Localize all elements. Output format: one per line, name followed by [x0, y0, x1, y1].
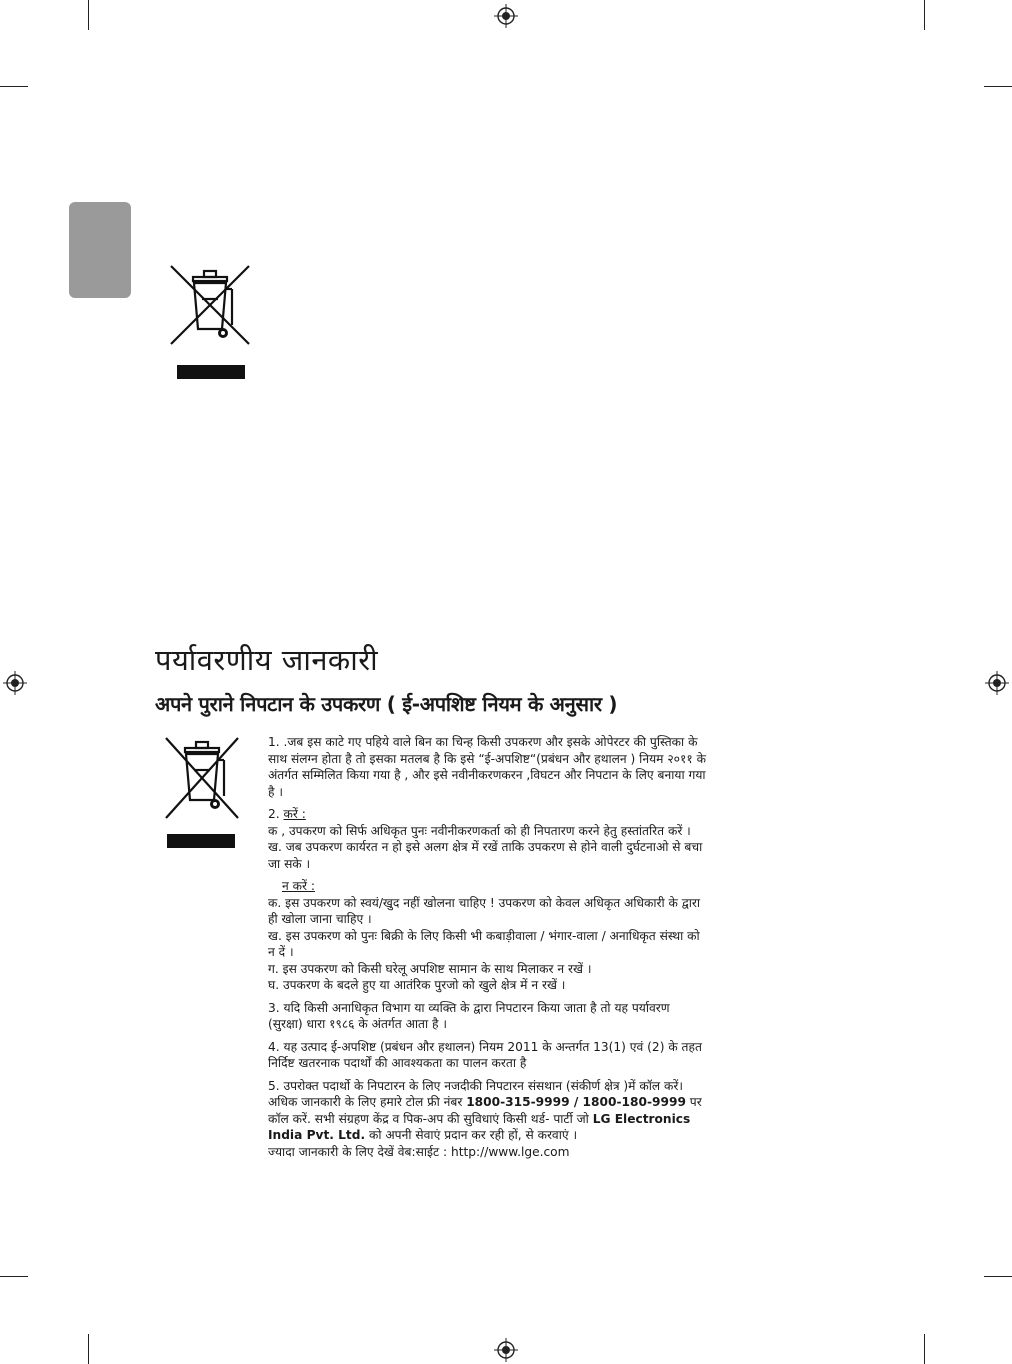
crop-mark	[924, 0, 925, 30]
paragraph-5-text: पर कॉल करें. सभी संग्रहण केंद्र व पिक-अप की सुविधाएं किसी थर्ड- पार्टी जो	[268, 1095, 702, 1126]
registration-mark-icon	[3, 671, 27, 695]
page-title: पर्यावरणीय जानकारी	[155, 643, 379, 677]
do-heading	[268, 806, 706, 823]
registration-mark-icon	[494, 4, 518, 28]
section-title: अपने पुराने निपटान के उपकरण ( ई-अपशिष्ट नियम के अनुसार )	[155, 692, 618, 716]
crop-mark	[984, 1276, 1012, 1277]
paragraph-1: 1. .जब इस काटे गए पहिये वाले बिन का चिन्ह किसी उपकरण और इसके ओपेरटर की पुस्तिका के साथ संलग्न होता है तो इसका मतलब है कि इसे “ई-अपशिष्ट“(प्रबंधन और हथालन ) नियम २०११ के अंतर्गत सम्मिलित किया गया है , और इसे नवीनीकरणकरन ,विघटन और निपटान के लिए बनाया गया है ।	[268, 735, 706, 799]
paragraph-5-text: को अपनी सेवाएं प्रदान कर रही हों, से करवाएं ।	[365, 1128, 578, 1142]
dont-heading	[268, 878, 706, 895]
do-number: 2.	[268, 807, 284, 821]
paragraph-3: 3. यदि किसी अनाधिकृत विभाग या व्यक्ति के द्वारा निपटारन किया जाता है तो यह पर्यावरण (सुरक्षा) धारा १९८६ के अंतर्गत आता है ।	[268, 1000, 670, 1031]
crop-mark	[88, 1334, 89, 1364]
crop-mark	[924, 1334, 925, 1364]
crossed-out-wheelie-bin-icon	[164, 736, 240, 820]
paragraph-5-text: 5. उपरोक्त पदार्थो के निपटारन के लिए नजदीकी निपटारन संसथान (संकीर्ण क्षेत्र )में कॉल करें। अधिक जानकारी के लिए हमारे टोल फ्री नंबर	[268, 1078, 683, 1109]
crop-mark	[984, 86, 1012, 87]
paragraph-4: 4. यह उत्पाद ई-अपशिष्ट (प्रबंधन और हथालन) नियम 2011 के अन्तर्गत 13(1) एवं (2) के तहत निर्दिष्ट खतरनाक पदार्थों की आवश्यकता का पालन करता है	[268, 1039, 702, 1070]
do-item-a: क , उपकरण को सिर्फ अधिकृत पुनः नवीनीकरणकर्ता को ही निपतारण करने हेतु हस्तांतरित करें ।	[268, 823, 691, 838]
do-title: करें :	[283, 807, 306, 821]
toll-free-number: 1800-315-9999 / 1800-180-9999	[466, 1095, 686, 1109]
crop-mark	[0, 1276, 28, 1277]
registration-mark-icon	[494, 1338, 518, 1362]
dont-item-a: क. इस उपकरण को स्वयं/खुद नहीं खोलना चाहिए ! उपकरण को केवल अधिकृत अधिकारी के द्वारा ही खोला जाना चाहिए ।	[268, 895, 701, 926]
dont-item-b: ख. इस उपकरण को पुनः बिक्री के लिए किसी भी कबाड़ीवाला / भंगार-वाला / अनाधिकृत संस्था को न दें ।	[268, 928, 700, 959]
bin-underline-bar	[167, 834, 235, 848]
company-name: LG Electronics India Pvt. Ltd.	[268, 1111, 691, 1142]
crop-mark	[88, 0, 89, 30]
dont-item-d: घ. उपकरण के बदले हुए या आतंरिक पुरजो को खुले क्षेत्र में न रखें ।	[268, 978, 566, 992]
disposal-instructions	[268, 734, 706, 1160]
website-line: ज्यादा जानकारी के लिए देखें वेब:साईट : http://www.lge.com	[268, 1144, 570, 1159]
side-tab	[69, 202, 131, 298]
registration-mark-icon	[985, 671, 1009, 695]
dont-item-c: ग. इस उपकरण को किसी घरेलू अपशिष्ट सामान के साथ मिलाकर न रखें ।	[268, 961, 592, 976]
dont-title: न करें :	[282, 879, 315, 893]
do-item-b: ख. जब उपकरण कार्यरत न हो इसे अलग क्षेत्र में रखें ताकि उपकरण से होने वाली दुर्घटनाओ से बचा जा सके ।	[268, 840, 703, 871]
crop-mark	[0, 86, 28, 87]
paragraph-5	[268, 1078, 706, 1144]
bin-underline-bar	[177, 365, 245, 379]
crossed-out-wheelie-bin-icon	[168, 263, 252, 347]
